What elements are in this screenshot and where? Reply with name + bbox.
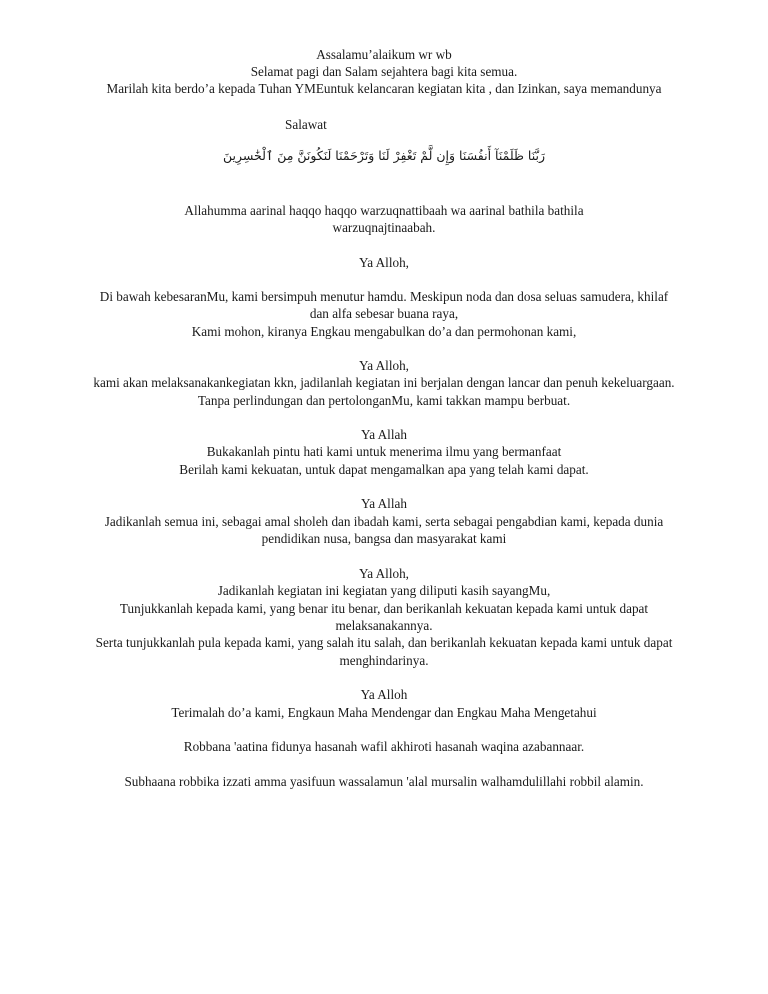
salam-line: Assalamu’alaikum wr wb	[316, 47, 452, 62]
paragraph-line: pendidikan nusa, bangsa dan masyarakat kami	[261, 531, 507, 546]
invocation-heading: Ya Alloh,	[359, 358, 409, 373]
paragraph-line: Kami mohon, kiranya Engkau mengabulkan do’a dan permohonan kami,	[191, 324, 577, 339]
invocation-heading: Ya Allah	[361, 427, 407, 442]
arabic-verse: رَبَّنَا ظَلَمْنَآ أَنفُسَنَا وَإِن لَّمْ تَغْفِرْ لَنَا وَتَرْحَمْنَا لَنَكُونَنَّ مِنَ ٱلْخَٰسِرِينَ	[222, 148, 545, 163]
paragraph-line: Tanpa perlindungan dan pertolonganMu, kami takkan mampu berbuat.	[197, 393, 571, 408]
paragraph-line: kami akan melaksanakankegiatan kkn, jadilanlah kegiatan ini berjalan dengan lancar dan penuh kekeluargaan.	[93, 375, 675, 390]
invocation-heading: Ya Allah	[361, 496, 407, 511]
invocation-heading: Ya Alloh,	[359, 566, 409, 581]
paragraph-line: Serta tunjukkanlah pula kepada kami, yang salah itu salah, dan berikanlah kekuatan kepada kami untuk dapat	[95, 635, 673, 650]
allahumma-line-1: Allahumma aarinal haqqo haqqo warzuqnattibaah wa aarinal bathila bathila	[184, 203, 584, 218]
allahumma-line-2: warzuqnajtinaabah.	[332, 220, 436, 235]
paragraph-line: Tunjukkanlah kepada kami, yang benar itu benar, dan berikanlah kekuatan kepada kami untuk dapat	[119, 601, 649, 616]
paragraph-line: melaksanakannya.	[335, 618, 433, 633]
paragraph-line: Berilah kami kekuatan, untuk dapat mengamalkan apa yang telah kami dapat.	[179, 462, 589, 477]
morning-greeting-line: Selamat pagi dan Salam sejahtera bagi kita semua.	[250, 64, 518, 79]
invocation-heading: Ya Alloh	[360, 687, 408, 702]
closing-line: Subhaana robbika izzati amma yasifuun wassalamun 'alal mursalin walhamdulillahi robbil alamin.	[124, 774, 644, 789]
paragraph-line: Di bawah kebesaranMu, kami bersimpuh menutur hamdu. Meskipun noda dan dosa seluas samudera, khilaf	[99, 289, 669, 304]
paragraph-line: menghindarinya.	[339, 653, 429, 668]
paragraph-line: dan alfa sebesar buana raya,	[309, 306, 459, 321]
paragraph-line: Bukakanlah pintu hati kami untuk menerima ilmu yang bermanfaat	[206, 444, 562, 459]
paragraph-line: Jadikanlah semua ini, sebagai amal sholeh dan ibadah kami, serta sebagai pengabdian kami, kepada dunia	[104, 514, 664, 529]
paragraph-line: Terimalah do’a kami, Engkaun Maha Mendengar dan Engkau Maha Mengetahui	[171, 705, 597, 720]
salawat-label: Salawat	[285, 117, 327, 132]
paragraph-line: Jadikanlah kegiatan ini kegiatan yang diliputi kasih sayangMu,	[217, 583, 551, 598]
invitation-line: Marilah kita berdo’a kepada Tuhan YMEuntuk kelancaran kegiatan kita , dan Izinkan, saya memandunya	[106, 81, 662, 96]
robbana-line: Robbana 'aatina fidunya hasanah wafil akhiroti hasanah waqina azabannaar.	[183, 739, 585, 754]
invocation-heading: Ya Alloh,	[359, 255, 409, 270]
